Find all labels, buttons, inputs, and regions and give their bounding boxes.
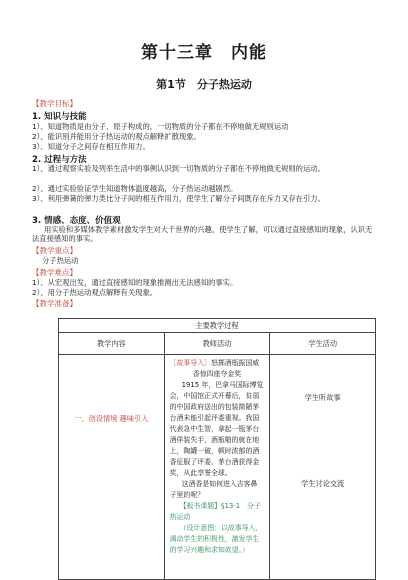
knowledge-heading: 1. 知识与技能 bbox=[32, 112, 87, 122]
teacher-activity-cell bbox=[164, 355, 270, 580]
story-tag: ［故事导入］ bbox=[169, 359, 211, 367]
section-title: 第1节 分子热运动 bbox=[156, 78, 252, 91]
difficulty-tag: 【教学难点】 bbox=[32, 268, 77, 277]
preparation-tag: 【教学准备】 bbox=[32, 299, 77, 308]
stage-label: 一、创设情境 趣味引入 bbox=[74, 414, 149, 423]
key-point-text: 分子热运动 bbox=[42, 256, 79, 265]
table-header: 学生活动 bbox=[270, 333, 376, 355]
story-title: 怒掷酒瓶振国威 bbox=[211, 359, 260, 367]
student-activity-1: 学生听故事 bbox=[304, 393, 341, 402]
stage-cell bbox=[59, 355, 165, 580]
process-item: 1）、通过观察实验及列举生活中的事例认识到一切物质的分子都在不停地做无规则的运动。 bbox=[32, 164, 325, 173]
process-heading: 2. 过程与方法 bbox=[32, 155, 87, 165]
key-point-tag: 【教学重点】 bbox=[32, 246, 77, 255]
table-caption: 主要教学过程 bbox=[59, 319, 376, 333]
design-note: （设计意图：以故事导入，调动学生的积极性，激发学生的学习兴趣和求知欲望。） bbox=[169, 524, 263, 554]
student-activity-2: 学生讨论交流 bbox=[301, 479, 345, 488]
knowledge-item: 2）、能识别并能用分子热运动的观点解释扩散现象。 bbox=[32, 132, 201, 141]
knowledge-item: 3）、知道分子之间存在相互作用力。 bbox=[32, 142, 150, 151]
board-tag: 【板书课题】 bbox=[179, 502, 221, 510]
story-subtitle: 香惊四座夺金奖 bbox=[192, 370, 242, 378]
knowledge-item: 1）、知道物质是由分子、原子构成的，一切物质的分子都在不停地做无规则运动 bbox=[32, 122, 289, 131]
table-header: 教学内容 bbox=[59, 333, 165, 355]
chapter-title: 第十三章 内能 bbox=[141, 43, 267, 63]
story-question: 这酒香是如何进入吉客鼻子里的呢？ bbox=[169, 480, 258, 499]
difficulty-item: 2）、用分子热运动观点解释有关现象。 bbox=[32, 288, 158, 297]
process-item: 2）、通过实验验证学生知道物体温度越高，分子热运动越剧烈。 bbox=[32, 184, 238, 193]
emotion-heading: 3. 情感、态度、价值观 bbox=[32, 216, 121, 226]
table-header: 教师活动 bbox=[164, 333, 270, 355]
lesson-table bbox=[58, 318, 376, 580]
story-body: 1915 年，巴拿马国际博览会，中国馆正式开幕后，贫弱的中国政府送出的包装简陋茅台酒未能引起评委重视。我国代表急中生智，拿起一瓶茅台酒佯装失手，酒瓶啪的就在地上，陶罐一破，顿时浓郁的酒香征服了评委，茅台酒获得金奖，从此享誉全球。 bbox=[169, 381, 264, 477]
board-text: §13-1 分子热运动 bbox=[169, 502, 261, 521]
emotion-item: 用实验和多媒体教学素材激发学生对大千世界的兴趣，使学生了解，可以通过直接感知的现象，认识无法直接感知的事实。 bbox=[32, 225, 373, 244]
objectives-tag: 【教学目标】 bbox=[32, 99, 77, 108]
difficulty-item: 1）、从宏观出发，通过直接感知的现象推测出无法感知的事实。 bbox=[32, 278, 238, 287]
process-item: 3）、利用弹簧的弹力类比分子间的相互作用力，使学生了解分子间既存在斥力又存在引力。 bbox=[32, 194, 325, 203]
student-activity-cell bbox=[270, 355, 376, 580]
